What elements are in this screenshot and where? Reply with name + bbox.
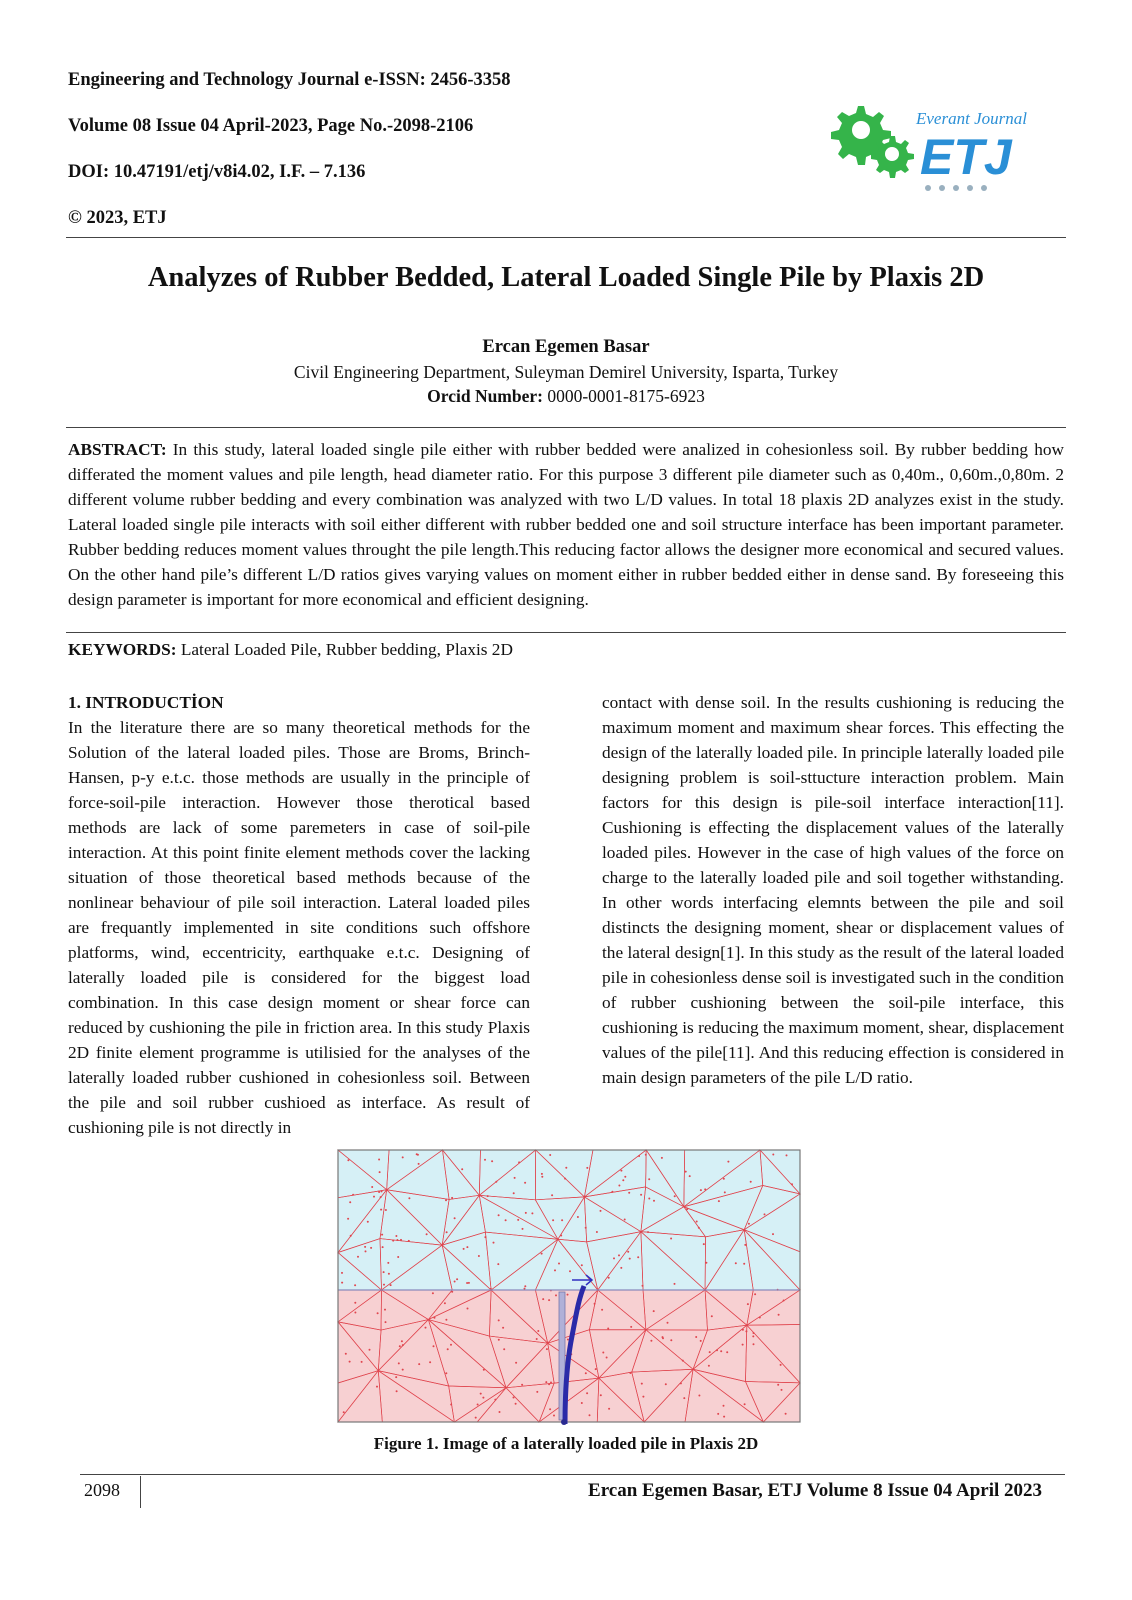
mesh-node xyxy=(637,1256,639,1258)
mesh-node xyxy=(541,1173,543,1175)
upper-soil-layer xyxy=(338,1150,800,1290)
mesh-node xyxy=(503,1348,505,1350)
mesh-node xyxy=(451,1197,453,1199)
plaxis-mesh-figure xyxy=(334,1146,804,1428)
mesh-node xyxy=(554,1269,556,1271)
mesh-node xyxy=(600,1394,602,1396)
mesh-node xyxy=(720,1350,722,1352)
keywords-label: KEYWORDS: xyxy=(68,640,177,659)
mesh-node xyxy=(467,1308,469,1310)
mesh-node xyxy=(345,1353,347,1355)
mesh-node xyxy=(379,1171,381,1173)
footer-text: Ercan Egemen Basar, ETJ Volume 8 Issue 04 April 2023 xyxy=(588,1480,1042,1501)
mesh-node xyxy=(513,1192,515,1194)
mesh-node xyxy=(561,1219,563,1221)
mesh-node xyxy=(491,1160,493,1162)
mesh-node xyxy=(498,1339,500,1341)
mesh-node xyxy=(754,1293,756,1295)
mesh-node xyxy=(536,1338,538,1340)
etj-logo xyxy=(820,92,1038,200)
mesh-node xyxy=(450,1404,452,1406)
mesh-node xyxy=(581,1264,583,1266)
mesh-node xyxy=(383,1271,385,1273)
abstract-label: ABSTRACT: xyxy=(68,440,167,459)
mesh-node xyxy=(613,1257,615,1259)
mesh-node xyxy=(555,1294,557,1296)
keywords-text: Lateral Loaded Pile, Rubber bedding, Plaxis 2D xyxy=(176,640,513,659)
mesh-node xyxy=(445,1372,447,1374)
mesh-node xyxy=(735,1262,737,1264)
mesh-node xyxy=(645,1154,647,1156)
mesh-node xyxy=(444,1302,446,1304)
mesh-node xyxy=(400,1239,402,1241)
mesh-node xyxy=(515,1362,517,1364)
mesh-node xyxy=(531,1212,533,1214)
mesh-node xyxy=(445,1199,447,1201)
abstract-top-rule xyxy=(66,427,1066,428)
mesh-node xyxy=(558,1263,560,1265)
mesh-node xyxy=(545,1381,547,1383)
mesh-node xyxy=(674,1283,676,1285)
mesh-node xyxy=(786,1154,788,1156)
mesh-node xyxy=(630,1326,632,1328)
mesh-node xyxy=(723,1405,725,1407)
mesh-node xyxy=(601,1309,603,1311)
mesh-node xyxy=(717,1413,719,1415)
mesh-node xyxy=(548,1299,550,1301)
mesh-node xyxy=(390,1284,392,1286)
pile-tip xyxy=(561,1419,567,1425)
mesh-node xyxy=(723,1416,725,1418)
orcid-line xyxy=(0,386,1132,407)
mesh-node xyxy=(682,1360,684,1362)
mesh-node xyxy=(620,1267,622,1269)
mesh-node xyxy=(705,1262,707,1264)
mesh-node xyxy=(549,1408,551,1410)
mesh-node xyxy=(433,1345,435,1347)
mesh-node xyxy=(522,1228,524,1230)
mesh-node xyxy=(753,1332,755,1334)
mesh-node xyxy=(490,1288,492,1290)
mesh-node xyxy=(622,1179,624,1181)
mesh-node xyxy=(447,1348,449,1350)
mesh-node xyxy=(586,1392,588,1394)
mesh-node xyxy=(354,1284,356,1286)
mesh-node xyxy=(772,1233,774,1235)
mesh-node xyxy=(402,1344,404,1346)
mesh-node xyxy=(445,1319,447,1321)
mesh-node xyxy=(674,1195,676,1197)
mesh-node xyxy=(454,1217,456,1219)
mesh-node xyxy=(364,1246,366,1248)
mesh-node xyxy=(541,1253,543,1255)
mesh-node xyxy=(548,1383,550,1385)
mesh-node xyxy=(402,1369,404,1371)
footer-separator xyxy=(140,1476,141,1508)
mesh-node xyxy=(417,1154,419,1156)
mesh-node xyxy=(791,1183,793,1185)
mesh-node xyxy=(521,1384,523,1386)
mesh-node xyxy=(685,1171,687,1173)
mesh-node xyxy=(365,1250,367,1252)
right-column xyxy=(602,690,1064,1090)
mesh-node xyxy=(665,1383,667,1385)
mesh-node xyxy=(478,1255,480,1257)
mesh-node xyxy=(370,1247,372,1249)
mesh-node xyxy=(648,1198,650,1200)
section-heading: 1. INTRODUCTİON xyxy=(68,693,224,712)
mesh-node xyxy=(426,1233,428,1235)
mesh-node xyxy=(606,1357,608,1359)
mesh-node xyxy=(567,1294,569,1296)
mesh-node xyxy=(589,1414,591,1416)
mesh-node xyxy=(463,1248,465,1250)
mesh-node xyxy=(451,1291,453,1293)
mesh-node xyxy=(709,1351,711,1353)
mesh-node xyxy=(550,1382,552,1384)
mesh-node xyxy=(385,1209,387,1211)
mesh-node xyxy=(388,1273,390,1275)
mesh-node xyxy=(594,1303,596,1305)
mesh-node xyxy=(759,1317,761,1319)
mesh-node xyxy=(718,1200,720,1202)
mesh-node xyxy=(695,1336,697,1338)
mesh-node xyxy=(700,1189,702,1191)
mesh-node xyxy=(662,1336,664,1338)
mesh-node xyxy=(354,1302,356,1304)
mesh-node xyxy=(748,1223,750,1225)
mesh-node xyxy=(498,1319,500,1321)
mesh-node xyxy=(517,1219,519,1221)
mesh-node xyxy=(483,1369,485,1371)
mesh-node xyxy=(347,1159,349,1161)
mesh-node xyxy=(367,1221,369,1223)
mesh-node xyxy=(745,1330,747,1332)
mesh-node xyxy=(497,1263,499,1265)
mesh-node xyxy=(347,1218,349,1220)
mesh-node xyxy=(638,1155,640,1157)
mesh-node xyxy=(384,1309,386,1311)
mesh-node xyxy=(683,1397,685,1399)
copyright: © 2023, ETJ xyxy=(68,208,167,228)
mesh-node xyxy=(381,1190,383,1192)
mesh-node xyxy=(703,1243,705,1245)
mesh-node xyxy=(742,1344,744,1346)
mesh-node xyxy=(399,1345,401,1347)
left-column xyxy=(68,690,530,1140)
mesh-node xyxy=(778,1314,780,1316)
mesh-node xyxy=(661,1157,663,1159)
mesh-node xyxy=(395,1376,397,1378)
mesh-node xyxy=(723,1178,725,1180)
mesh-node xyxy=(648,1178,650,1180)
mesh-node xyxy=(560,1235,562,1237)
mesh-node xyxy=(466,1246,468,1248)
page-number: 2098 xyxy=(84,1480,120,1500)
mesh-node xyxy=(398,1362,400,1364)
footer-rule xyxy=(80,1474,1065,1475)
mesh-node xyxy=(670,1339,672,1341)
mesh-node xyxy=(429,1361,431,1363)
mesh-node xyxy=(395,1235,397,1237)
mesh-node xyxy=(600,1210,602,1212)
mesh-node xyxy=(354,1312,356,1314)
mesh-node xyxy=(595,1368,597,1370)
mesh-node xyxy=(350,1235,352,1237)
mesh-node xyxy=(608,1277,610,1279)
mesh-node xyxy=(380,1196,382,1198)
volume-info: Volume 08 Issue 04 April-2023, Page No.-2098-2106 xyxy=(68,116,474,136)
mesh-node xyxy=(446,1231,448,1233)
mesh-node xyxy=(724,1191,726,1193)
mesh-node xyxy=(744,1244,746,1246)
mesh-node xyxy=(585,1227,587,1229)
author-name: Ercan Egemen Basar xyxy=(482,337,650,357)
mesh-node xyxy=(498,1214,500,1216)
mesh-node xyxy=(383,1284,385,1286)
mesh-node xyxy=(396,1239,398,1241)
orcid-number: 0000-0001-8175-6923 xyxy=(542,386,705,406)
mesh-node xyxy=(641,1383,643,1385)
mesh-node xyxy=(361,1361,363,1363)
mesh-node xyxy=(549,1154,551,1156)
mesh-node xyxy=(373,1196,375,1198)
mesh-node xyxy=(726,1351,728,1353)
mesh-node xyxy=(624,1219,626,1221)
mesh-node xyxy=(484,1159,486,1161)
mesh-node xyxy=(402,1156,404,1158)
mesh-node xyxy=(432,1292,434,1294)
mesh-node xyxy=(387,1262,389,1264)
mesh-node xyxy=(546,1348,548,1350)
mesh-node xyxy=(401,1340,403,1342)
mesh-node xyxy=(783,1300,785,1302)
mesh-node xyxy=(551,1194,553,1196)
orcid-label: Orcid Number: xyxy=(427,386,543,406)
mesh-node xyxy=(537,1330,539,1332)
logo-text: Everant Journal xyxy=(916,109,1027,128)
mesh-node xyxy=(487,1195,489,1197)
doi-info: DOI: 10.47191/etj/v8i4.02, I.F. – 7.136 xyxy=(68,162,366,182)
mesh-node xyxy=(581,1402,583,1404)
mesh-node xyxy=(628,1192,630,1194)
mesh-node xyxy=(753,1343,755,1345)
mesh-node xyxy=(602,1352,604,1354)
mesh-node xyxy=(480,1393,482,1395)
mesh-node xyxy=(780,1364,782,1366)
mesh-node xyxy=(524,1285,526,1287)
mesh-node xyxy=(752,1335,754,1337)
abstract xyxy=(68,437,1064,612)
mesh-node xyxy=(434,1317,436,1319)
mesh-node xyxy=(618,1185,620,1187)
mesh-node xyxy=(349,1201,351,1203)
mesh-node xyxy=(620,1170,622,1172)
mesh-node xyxy=(378,1159,380,1161)
mesh-node xyxy=(698,1395,700,1397)
mesh-node xyxy=(518,1161,520,1163)
mesh-node xyxy=(629,1372,631,1374)
mesh-node xyxy=(553,1415,555,1417)
mesh-node xyxy=(371,1186,373,1188)
mesh-node xyxy=(618,1254,620,1256)
mesh-node xyxy=(689,1175,691,1177)
mesh-node xyxy=(408,1197,410,1199)
mesh-node xyxy=(378,1191,380,1193)
mesh-node xyxy=(653,1200,655,1202)
figure-caption: Figure 1. Image of a laterally loaded pile in Plaxis 2D xyxy=(373,1434,759,1453)
mesh-node xyxy=(670,1238,672,1240)
mesh-node xyxy=(477,1404,479,1406)
mesh-node xyxy=(640,1194,642,1196)
left-column-text: In the literature there are so many theoretical methods for the Solution of the lateral loaded piles. Those are Broms, Brinch-Hansen, p-y e.t.c. those methods are usually in the principle of force-soil-pile interaction. However those therotical based methods are lack of some paremeters in case of soil-pile interaction. At this point finite element methods cover the lacking situation of those theoretical based methods because of the nonlinear behaviour of pile soil interaction. Lateral loaded piles are frequantly implemented in site conditions such offshore platforms, wind, eccentricity, earthquake e.t.c. Designing of laterally loaded pile is considered for the biggest load combination. In this case design moment or shear force can reduced by cushioning the pile in friction area. In this study Plaxis 2D finite element programme is utilisied for the analyses of the laterally loaded rubber cushioned in cohesionless soil. Between the pile and soil rubber cushioed as interface. As result of cushioning pile is not directly in xyxy=(68,718,530,1137)
mesh-node xyxy=(397,1256,399,1258)
mesh-node xyxy=(536,1391,538,1393)
mesh-node xyxy=(525,1212,527,1214)
mesh-node xyxy=(743,1263,745,1265)
mesh-node xyxy=(461,1168,463,1170)
mesh-node xyxy=(499,1411,501,1413)
mesh-node xyxy=(586,1167,588,1169)
mesh-node xyxy=(418,1363,420,1365)
mesh-node xyxy=(711,1315,713,1317)
mesh-node xyxy=(369,1349,371,1351)
mesh-node xyxy=(647,1231,649,1233)
mesh-node xyxy=(349,1361,351,1363)
mesh-node xyxy=(747,1303,749,1305)
mesh-node xyxy=(515,1403,517,1405)
header-rule xyxy=(66,237,1066,238)
mesh-node xyxy=(380,1209,382,1211)
mesh-node xyxy=(381,1234,383,1236)
mesh-node xyxy=(352,1194,354,1196)
mesh-node xyxy=(700,1340,702,1342)
mesh-node xyxy=(772,1154,774,1156)
mesh-node xyxy=(696,1221,698,1223)
mesh-node xyxy=(418,1163,420,1165)
mesh-node xyxy=(341,1282,343,1284)
mesh-node xyxy=(502,1327,504,1329)
journal-name: Engineering and Technology Journal e-ISSN: 2456-3358 xyxy=(68,70,511,90)
mesh-node xyxy=(513,1397,515,1399)
mesh-node xyxy=(376,1386,378,1388)
mesh-node xyxy=(642,1285,644,1287)
mesh-node xyxy=(382,1246,384,1248)
mesh-node xyxy=(564,1178,566,1180)
mesh-node xyxy=(484,1236,486,1238)
mesh-node xyxy=(505,1219,507,1221)
mesh-node xyxy=(629,1258,631,1260)
mesh-node xyxy=(777,1384,779,1386)
mesh-node xyxy=(524,1182,526,1184)
mesh-node xyxy=(343,1411,345,1413)
paper-title: Analyzes of Rubber Bedded, Lateral Loaded Single Pile by Plaxis 2D xyxy=(147,262,985,293)
mesh-node xyxy=(341,1272,343,1274)
mesh-node xyxy=(567,1339,569,1341)
mesh-node xyxy=(552,1219,554,1221)
mesh-node xyxy=(653,1310,655,1312)
mesh-node xyxy=(650,1340,652,1342)
mesh-node xyxy=(764,1213,766,1215)
mesh-node xyxy=(569,1270,571,1272)
mesh-node xyxy=(454,1281,456,1283)
mesh-node xyxy=(708,1365,710,1367)
mesh-node xyxy=(627,1251,629,1253)
mesh-node xyxy=(425,1327,427,1329)
mesh-node xyxy=(744,1403,746,1405)
mesh-node xyxy=(565,1167,567,1169)
mesh-node xyxy=(542,1298,544,1300)
mesh-node xyxy=(493,1242,495,1244)
mesh-node xyxy=(577,1216,579,1218)
mesh-node xyxy=(514,1177,516,1179)
mesh-node xyxy=(468,1282,470,1284)
abstract-bottom-rule xyxy=(66,632,1066,633)
abstract-text: In this study, lateral loaded single pile either with rubber bedded were analized in cohesionless soil. By rubber bedding how differated the moment values and pile length, head diameter ratio. For this purpose 3 different pile diameter such as 0,40m., 0,60m.,0,80m. 2 different volume rubber bedding and every combination was analyzed with two L/D values. In total 18 plaxis 2D analyzes exist in the study. Lateral loaded single pile interacts with soil either different with rubber bedded one and soil structure interface has been important parameter. Rubber bedding reduces moment values throught the pile length.This reducing factor allows the designer more economical and secured values. On the other hand pile’s different L/D ratios gives varying values on moment either in rubber bedded either in dense sand. By foreseeing this design parameter is important for more economical and efficient designing. xyxy=(68,440,1064,609)
mesh-node xyxy=(450,1344,452,1346)
mesh-node xyxy=(456,1278,458,1280)
mesh-node xyxy=(475,1417,477,1419)
logo-letters: ETJ xyxy=(920,129,1012,185)
mesh-node xyxy=(667,1322,669,1324)
mesh-node xyxy=(686,1208,688,1210)
mesh-node xyxy=(698,1227,700,1229)
mesh-node xyxy=(642,1396,644,1398)
right-column-text: contact with dense soil. In the results cushioning is reducing the maximum moment and maximum shear forces. This effecting the design of the laterally loaded pile. In principle laterally loaded pile designing problem is soil-sttucture interaction problem. Main factors for this design is pile-soil interface interaction[11]. Cushioning is effecting the displacement values of the laterally loaded piles. However in the case of high values of the force on charge to the laterally loaded pile and soil together withstanding. In other words interfacing elemnts between the pile and soil distincts the designing moment, shear or displacement values of the lateral design[1]. In this study as the result of the lateral loaded pile in cohesionless dense soil is investigated such in the condition of rubber cushioning between the soil-pile interface, this cushioning is reducing the maximum moment, shear, displacement values of the pile[11]. And this reducing effection is considered in main design parameters of the pile L/D ratio. xyxy=(602,693,1064,1087)
mesh-node xyxy=(392,1240,394,1242)
mesh-node xyxy=(585,1372,587,1374)
keywords xyxy=(68,640,1064,660)
mesh-node xyxy=(680,1382,682,1384)
mesh-node xyxy=(608,1408,610,1410)
mesh-node xyxy=(785,1413,787,1415)
mesh-node xyxy=(596,1231,598,1233)
mesh-node xyxy=(704,1188,706,1190)
mesh-node xyxy=(524,1288,526,1290)
author-affiliation: Civil Engineering Department, Suleyman Demirel University, Isparta, Turkey xyxy=(293,362,839,382)
mesh-node xyxy=(396,1390,398,1392)
mesh-node xyxy=(750,1181,752,1183)
mesh-node xyxy=(781,1389,783,1391)
mesh-node xyxy=(716,1349,718,1351)
mesh-node xyxy=(385,1321,387,1323)
mesh-node xyxy=(495,1181,497,1183)
mesh-node xyxy=(624,1176,626,1178)
mesh-node xyxy=(377,1312,379,1314)
mesh-node xyxy=(357,1256,359,1258)
mesh-node xyxy=(607,1328,609,1330)
mesh-node xyxy=(611,1191,613,1193)
mesh-node xyxy=(742,1329,744,1331)
mesh-node xyxy=(408,1240,410,1242)
mesh-node xyxy=(466,1282,468,1284)
mesh-node xyxy=(727,1161,729,1163)
mesh-node xyxy=(494,1399,496,1401)
mesh-node xyxy=(541,1176,543,1178)
mesh-node xyxy=(482,1397,484,1399)
